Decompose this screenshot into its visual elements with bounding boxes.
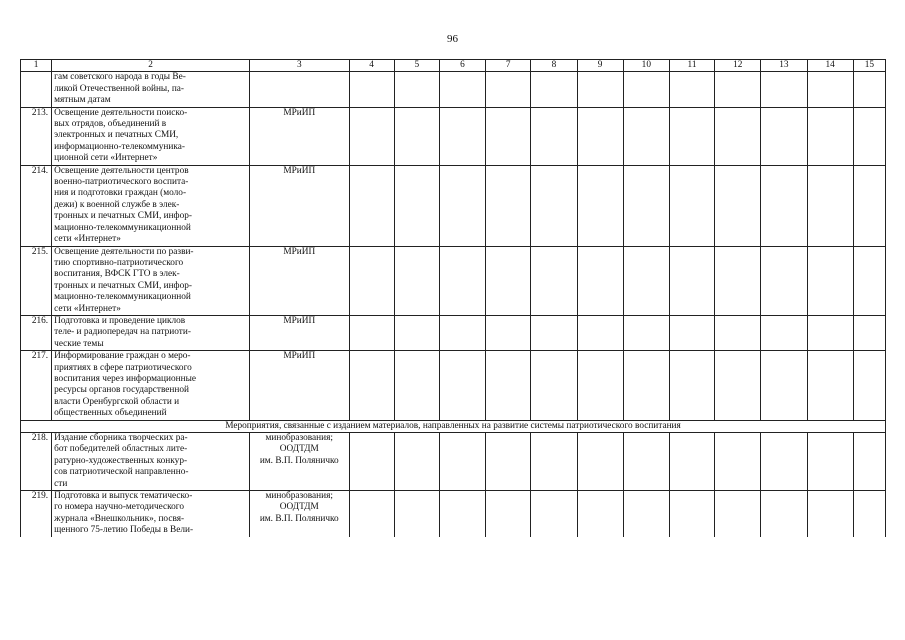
row-responsible bbox=[250, 433, 349, 491]
cell-line: общественных объединений bbox=[54, 408, 167, 419]
row-name bbox=[52, 491, 250, 537]
empty-cell-col-5 bbox=[394, 351, 439, 420]
column-number: 4 bbox=[349, 60, 394, 72]
empty-cell-col-12 bbox=[715, 165, 761, 246]
cell-line: МРиИП bbox=[283, 165, 316, 176]
column-number-row bbox=[21, 60, 886, 72]
empty-cell-col-10 bbox=[623, 315, 669, 350]
empty-cell-col-8 bbox=[531, 246, 577, 315]
cell-line: МРиИП bbox=[283, 315, 316, 326]
row-name bbox=[52, 433, 250, 491]
row-number: 217. bbox=[21, 351, 52, 420]
empty-cell-col-15 bbox=[853, 72, 885, 107]
table-row bbox=[21, 491, 886, 537]
row-name bbox=[52, 246, 250, 315]
empty-cell-col-12 bbox=[715, 491, 761, 537]
cell-line: Информирование граждан о меро- bbox=[54, 351, 191, 362]
empty-cell-col-13 bbox=[761, 72, 807, 107]
row-name bbox=[52, 165, 250, 246]
row-name bbox=[52, 315, 250, 350]
empty-cell-col-4 bbox=[349, 315, 394, 350]
cell-line: Освещение деятельности по разви- bbox=[54, 246, 194, 257]
cell-line: Освещение деятельности центров bbox=[54, 165, 189, 176]
row-name bbox=[52, 351, 250, 420]
empty-cell-col-6 bbox=[439, 107, 485, 165]
cell-line: МРиИП bbox=[283, 351, 316, 362]
empty-cell-col-15 bbox=[853, 491, 885, 537]
cell-line: минобразования; bbox=[265, 433, 333, 443]
cell-line: ресурсы органов государственной bbox=[54, 385, 189, 396]
empty-cell-col-5 bbox=[394, 433, 439, 491]
cell-line: ликой Отечественной войны, па- bbox=[54, 83, 185, 94]
cell-line: теле- и радиопередач на патриоти- bbox=[54, 327, 191, 338]
empty-cell-col-10 bbox=[623, 107, 669, 165]
empty-cell-col-7 bbox=[486, 107, 531, 165]
cell-line: бот победителей областных лите- bbox=[54, 444, 188, 455]
cell-line: сети «Интернет» bbox=[54, 303, 121, 314]
cell-line: Освещение деятельности поиско- bbox=[54, 107, 188, 118]
table-row bbox=[21, 351, 886, 420]
cell-line: Подготовка и выпуск тематическо- bbox=[54, 491, 193, 502]
cell-line: журнала «Внешкольник», посвя- bbox=[54, 513, 185, 524]
row-responsible bbox=[250, 351, 349, 420]
empty-cell-col-14 bbox=[807, 315, 853, 350]
cell-line: военно-патриотического воспита- bbox=[54, 177, 189, 188]
table-row bbox=[21, 246, 886, 315]
empty-cell-col-10 bbox=[623, 433, 669, 491]
empty-cell-col-11 bbox=[669, 433, 714, 491]
empty-cell-col-11 bbox=[669, 165, 714, 246]
empty-cell-col-13 bbox=[761, 107, 807, 165]
empty-cell-col-7 bbox=[486, 433, 531, 491]
empty-cell-col-11 bbox=[669, 72, 714, 107]
row-responsible bbox=[250, 491, 349, 537]
empty-cell-col-14 bbox=[807, 107, 853, 165]
empty-cell-col-4 bbox=[349, 433, 394, 491]
empty-cell-col-14 bbox=[807, 351, 853, 420]
column-number: 7 bbox=[486, 60, 531, 72]
row-responsible bbox=[250, 246, 349, 315]
empty-cell-col-12 bbox=[715, 107, 761, 165]
empty-cell-col-8 bbox=[531, 351, 577, 420]
table-row bbox=[21, 315, 886, 350]
column-number: 11 bbox=[669, 60, 714, 72]
empty-cell-col-15 bbox=[853, 315, 885, 350]
cell-line: вых отрядов, объединений в bbox=[54, 119, 167, 130]
cell-line: ческие темы bbox=[54, 338, 104, 349]
empty-cell-col-10 bbox=[623, 165, 669, 246]
empty-cell-col-8 bbox=[531, 315, 577, 350]
empty-cell-col-5 bbox=[394, 491, 439, 537]
empty-cell-col-8 bbox=[531, 107, 577, 165]
empty-cell-col-12 bbox=[715, 433, 761, 491]
empty-cell-col-7 bbox=[486, 351, 531, 420]
empty-cell-col-10 bbox=[623, 351, 669, 420]
cell-line: им. В.П. Поляничко bbox=[259, 455, 339, 466]
empty-cell-col-7 bbox=[486, 72, 531, 107]
empty-cell-col-12 bbox=[715, 351, 761, 420]
cell-line: щенного 75-летию Победы в Вели- bbox=[54, 525, 194, 536]
row-number: 218. bbox=[21, 433, 52, 491]
table-body bbox=[21, 60, 886, 537]
empty-cell-col-9 bbox=[577, 72, 623, 107]
cell-line: Подготовка и проведение циклов bbox=[54, 315, 186, 326]
empty-cell-col-9 bbox=[577, 107, 623, 165]
empty-cell-col-6 bbox=[439, 72, 485, 107]
empty-cell-col-7 bbox=[486, 315, 531, 350]
cell-line: тронных и печатных СМИ, инфор- bbox=[54, 280, 192, 291]
empty-cell-col-13 bbox=[761, 315, 807, 350]
empty-cell-col-9 bbox=[577, 351, 623, 420]
empty-cell-col-8 bbox=[531, 165, 577, 246]
column-number: 6 bbox=[439, 60, 485, 72]
section-header-row bbox=[21, 420, 886, 432]
empty-cell-col-7 bbox=[486, 491, 531, 537]
row-number: 213. bbox=[21, 107, 52, 165]
row-number: 219. bbox=[21, 491, 52, 537]
cell-line: воспитания через информационные bbox=[54, 373, 196, 384]
page-number: 96 bbox=[447, 33, 458, 45]
empty-cell-col-11 bbox=[669, 315, 714, 350]
row-name bbox=[52, 107, 250, 165]
empty-cell-col-5 bbox=[394, 315, 439, 350]
column-number: 1 bbox=[21, 60, 52, 72]
empty-cell-col-11 bbox=[669, 107, 714, 165]
cell-line: тию спортивно-патриотического bbox=[54, 257, 184, 268]
cell-line: МРиИП bbox=[283, 107, 316, 118]
empty-cell-col-13 bbox=[761, 351, 807, 420]
row-number: 215. bbox=[21, 246, 52, 315]
cell-line: мационно-телекоммуникационной bbox=[54, 292, 191, 303]
cell-line: минобразования; bbox=[265, 491, 333, 502]
empty-cell-col-4 bbox=[349, 107, 394, 165]
empty-cell-col-6 bbox=[439, 351, 485, 420]
row-number: 214. bbox=[21, 165, 52, 246]
plan-table bbox=[20, 59, 886, 537]
empty-cell-col-12 bbox=[715, 72, 761, 107]
empty-cell-col-9 bbox=[577, 433, 623, 491]
cell-line: го номера научно-методического bbox=[54, 502, 185, 513]
empty-cell-col-14 bbox=[807, 491, 853, 537]
row-name bbox=[52, 72, 250, 107]
column-number: 5 bbox=[394, 60, 439, 72]
cell-line: гам советского народа в годы Ве- bbox=[54, 72, 186, 83]
empty-cell-col-5 bbox=[394, 72, 439, 107]
empty-cell-col-12 bbox=[715, 315, 761, 350]
cell-line: приятиях в сфере патриотического bbox=[54, 362, 192, 373]
cell-line: сети «Интернет» bbox=[54, 234, 121, 245]
empty-cell-col-7 bbox=[486, 165, 531, 246]
empty-cell-col-5 bbox=[394, 165, 439, 246]
cell-line: ООДТДМ bbox=[279, 502, 319, 513]
empty-cell-col-6 bbox=[439, 491, 485, 537]
empty-cell-col-6 bbox=[439, 165, 485, 246]
column-number: 14 bbox=[807, 60, 853, 72]
empty-cell-col-13 bbox=[761, 165, 807, 246]
table-row bbox=[21, 433, 886, 491]
empty-cell-col-8 bbox=[531, 72, 577, 107]
empty-cell-col-15 bbox=[853, 433, 885, 491]
cell-line: сов патриотической направленно- bbox=[54, 467, 189, 478]
empty-cell-col-10 bbox=[623, 72, 669, 107]
row-responsible bbox=[250, 72, 349, 107]
column-number: 10 bbox=[623, 60, 669, 72]
cell-line: ратурно-художественных конкур- bbox=[54, 455, 188, 466]
empty-cell-col-4 bbox=[349, 491, 394, 537]
column-number: 13 bbox=[761, 60, 807, 72]
cell-line: информационно-телекоммуника- bbox=[54, 141, 185, 152]
table-row bbox=[21, 72, 886, 107]
empty-cell-col-12 bbox=[715, 246, 761, 315]
row-responsible bbox=[250, 107, 349, 165]
empty-cell-col-9 bbox=[577, 246, 623, 315]
cell-line: мационно-телекоммуникационной bbox=[54, 222, 191, 233]
cell-line: электронных и печатных СМИ, bbox=[54, 130, 179, 141]
cell-line: МРиИП bbox=[283, 246, 316, 257]
empty-cell-col-15 bbox=[853, 165, 885, 246]
cell-line: ционной сети «Интернет» bbox=[54, 153, 158, 164]
table-row bbox=[21, 165, 886, 246]
empty-cell-col-15 bbox=[853, 246, 885, 315]
empty-cell-col-14 bbox=[807, 433, 853, 491]
cell-line: ния и подготовки граждан (моло- bbox=[54, 188, 187, 199]
row-number: 216. bbox=[21, 315, 52, 350]
row-responsible bbox=[250, 165, 349, 246]
empty-cell-col-4 bbox=[349, 165, 394, 246]
column-number: 12 bbox=[715, 60, 761, 72]
empty-cell-col-6 bbox=[439, 433, 485, 491]
empty-cell-col-13 bbox=[761, 491, 807, 537]
empty-cell-col-7 bbox=[486, 246, 531, 315]
empty-cell-col-15 bbox=[853, 107, 885, 165]
section-title: Мероприятия, связанные с изданием материалов, направленных на развитие системы патриотического воспитания bbox=[21, 420, 886, 432]
empty-cell-col-14 bbox=[807, 246, 853, 315]
table-row bbox=[21, 107, 886, 165]
empty-cell-col-13 bbox=[761, 246, 807, 315]
row-number bbox=[21, 72, 52, 107]
empty-cell-col-6 bbox=[439, 315, 485, 350]
empty-cell-col-9 bbox=[577, 165, 623, 246]
cell-line: мятным датам bbox=[54, 95, 111, 106]
empty-cell-col-4 bbox=[349, 351, 394, 420]
column-number: 15 bbox=[853, 60, 885, 72]
cell-line: ООДТДМ bbox=[279, 444, 319, 455]
empty-cell-col-10 bbox=[623, 246, 669, 315]
column-number: 3 bbox=[250, 60, 349, 72]
empty-cell-col-15 bbox=[853, 351, 885, 420]
empty-cell-col-9 bbox=[577, 315, 623, 350]
empty-cell-col-10 bbox=[623, 491, 669, 537]
empty-cell-col-13 bbox=[761, 433, 807, 491]
empty-cell-col-9 bbox=[577, 491, 623, 537]
cell-line: им. В.П. Поляничко bbox=[259, 513, 339, 524]
empty-cell-col-14 bbox=[807, 165, 853, 246]
empty-cell-col-5 bbox=[394, 107, 439, 165]
empty-cell-col-8 bbox=[531, 433, 577, 491]
cell-line: воспитания, ВФСК ГТО в элек- bbox=[54, 269, 180, 280]
cell-line: сти bbox=[54, 478, 68, 489]
empty-cell-col-4 bbox=[349, 72, 394, 107]
row-responsible bbox=[250, 315, 349, 350]
empty-cell-col-14 bbox=[807, 72, 853, 107]
cell-line: тронных и печатных СМИ, инфор- bbox=[54, 211, 192, 222]
cell-line: Издание сборника творческих ра- bbox=[54, 433, 188, 443]
empty-cell-col-11 bbox=[669, 351, 714, 420]
empty-cell-col-6 bbox=[439, 246, 485, 315]
empty-cell-col-8 bbox=[531, 491, 577, 537]
column-number: 9 bbox=[577, 60, 623, 72]
empty-cell-col-5 bbox=[394, 246, 439, 315]
column-number: 8 bbox=[531, 60, 577, 72]
cell-line: дежи) к военной службе в элек- bbox=[54, 199, 180, 210]
empty-cell-col-11 bbox=[669, 491, 714, 537]
cell-line: власти Оренбургской области и bbox=[54, 396, 180, 407]
empty-cell-col-4 bbox=[349, 246, 394, 315]
column-number: 2 bbox=[52, 60, 250, 72]
empty-cell-col-11 bbox=[669, 246, 714, 315]
